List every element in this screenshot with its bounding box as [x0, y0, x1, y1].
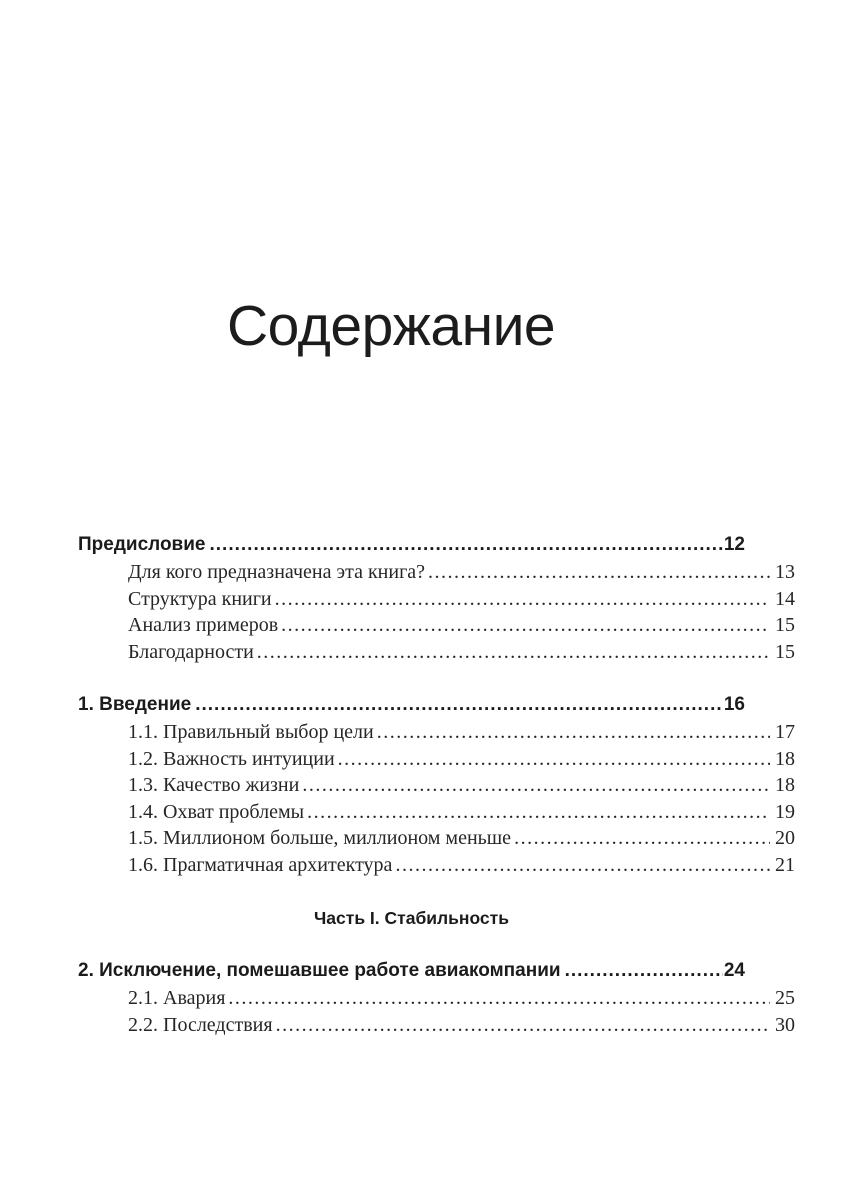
toc-entry [78, 719, 795, 746]
toc-entry [78, 612, 795, 639]
toc-page-number: 16 [723, 694, 745, 715]
toc-page-number: 12 [723, 534, 745, 555]
dot-leader [377, 719, 770, 746]
toc-section [78, 531, 795, 665]
toc-entry-label: 1. Введение [78, 694, 192, 715]
toc-page-number: 19 [775, 800, 795, 823]
toc-page-number: 13 [775, 561, 795, 583]
toc-page-number: 20 [775, 827, 795, 849]
toc-page-number: 17 [775, 721, 795, 743]
dot-leader [228, 985, 770, 1012]
dot-leader [276, 1012, 770, 1039]
toc-entry [78, 825, 795, 852]
toc-entry [78, 559, 795, 586]
toc-entry-label: 2. Исключение, помешавшее работе авиакомпании [78, 960, 561, 981]
dot-leader [514, 825, 770, 852]
toc-entry-label: Структура книги [128, 587, 272, 610]
part-heading: Часть I. Стабильность [313, 908, 509, 928]
toc-entry [78, 852, 795, 879]
dot-leader [210, 531, 723, 559]
toc-entry-label: 2.1. Авария [128, 987, 226, 1009]
toc-entry [78, 531, 745, 559]
dot-leader [428, 559, 770, 586]
toc-entry [78, 746, 795, 773]
toc-entry-label: 1.4. Охват проблемы [128, 800, 305, 823]
toc-entry-label: 1.1. Правильный выбор цели [128, 721, 374, 743]
toc-entry-label: Для кого предназначена эта книга? [128, 561, 426, 583]
toc-entry [78, 985, 795, 1012]
dot-leader [338, 746, 770, 773]
toc-entry-label: 1.5. Миллионом больше, миллионом меньше [128, 827, 512, 849]
toc-entry [78, 772, 795, 799]
toc-page-number: 15 [775, 614, 795, 636]
toc-page-number: 21 [775, 853, 795, 876]
toc-section [78, 691, 795, 878]
toc-section [78, 957, 795, 1038]
toc-entry-label: 2.2. Последствия [128, 1013, 273, 1036]
toc-entry-label: 1.2. Важность интуиции [128, 747, 335, 770]
toc-entry [78, 957, 745, 985]
toc-page-number: 14 [775, 587, 795, 610]
toc-entry [78, 691, 745, 719]
toc-entry [78, 799, 795, 826]
toc-entry [78, 639, 795, 666]
dot-leader [257, 639, 770, 666]
toc-page-number: 24 [723, 960, 745, 981]
toc-entry-label: 1.6. Прагматичная архитектура [128, 853, 393, 876]
dot-leader [275, 586, 770, 613]
toc-page-number: 30 [775, 1013, 795, 1036]
toc-page-number: 18 [775, 747, 795, 770]
toc-page-number: 25 [775, 987, 795, 1009]
toc-page-number: 18 [775, 774, 795, 796]
dot-leader [281, 612, 770, 639]
toc-entry-label: Благодарности [128, 640, 254, 663]
dot-leader [195, 691, 723, 719]
dot-leader [307, 799, 770, 826]
page-title: Содержание [227, 294, 556, 358]
toc-page-number: 15 [775, 640, 795, 663]
dot-leader [395, 852, 770, 879]
toc-entry [78, 1012, 795, 1039]
dot-leader [565, 957, 723, 985]
toc-entry-label: Предисловие [78, 534, 206, 555]
table-of-contents [78, 531, 795, 1038]
toc-entry [78, 586, 795, 613]
dot-leader [302, 772, 770, 799]
toc-entry-label: Анализ примеров [128, 614, 279, 636]
toc-entry-label: 1.3. Качество жизни [128, 774, 300, 796]
